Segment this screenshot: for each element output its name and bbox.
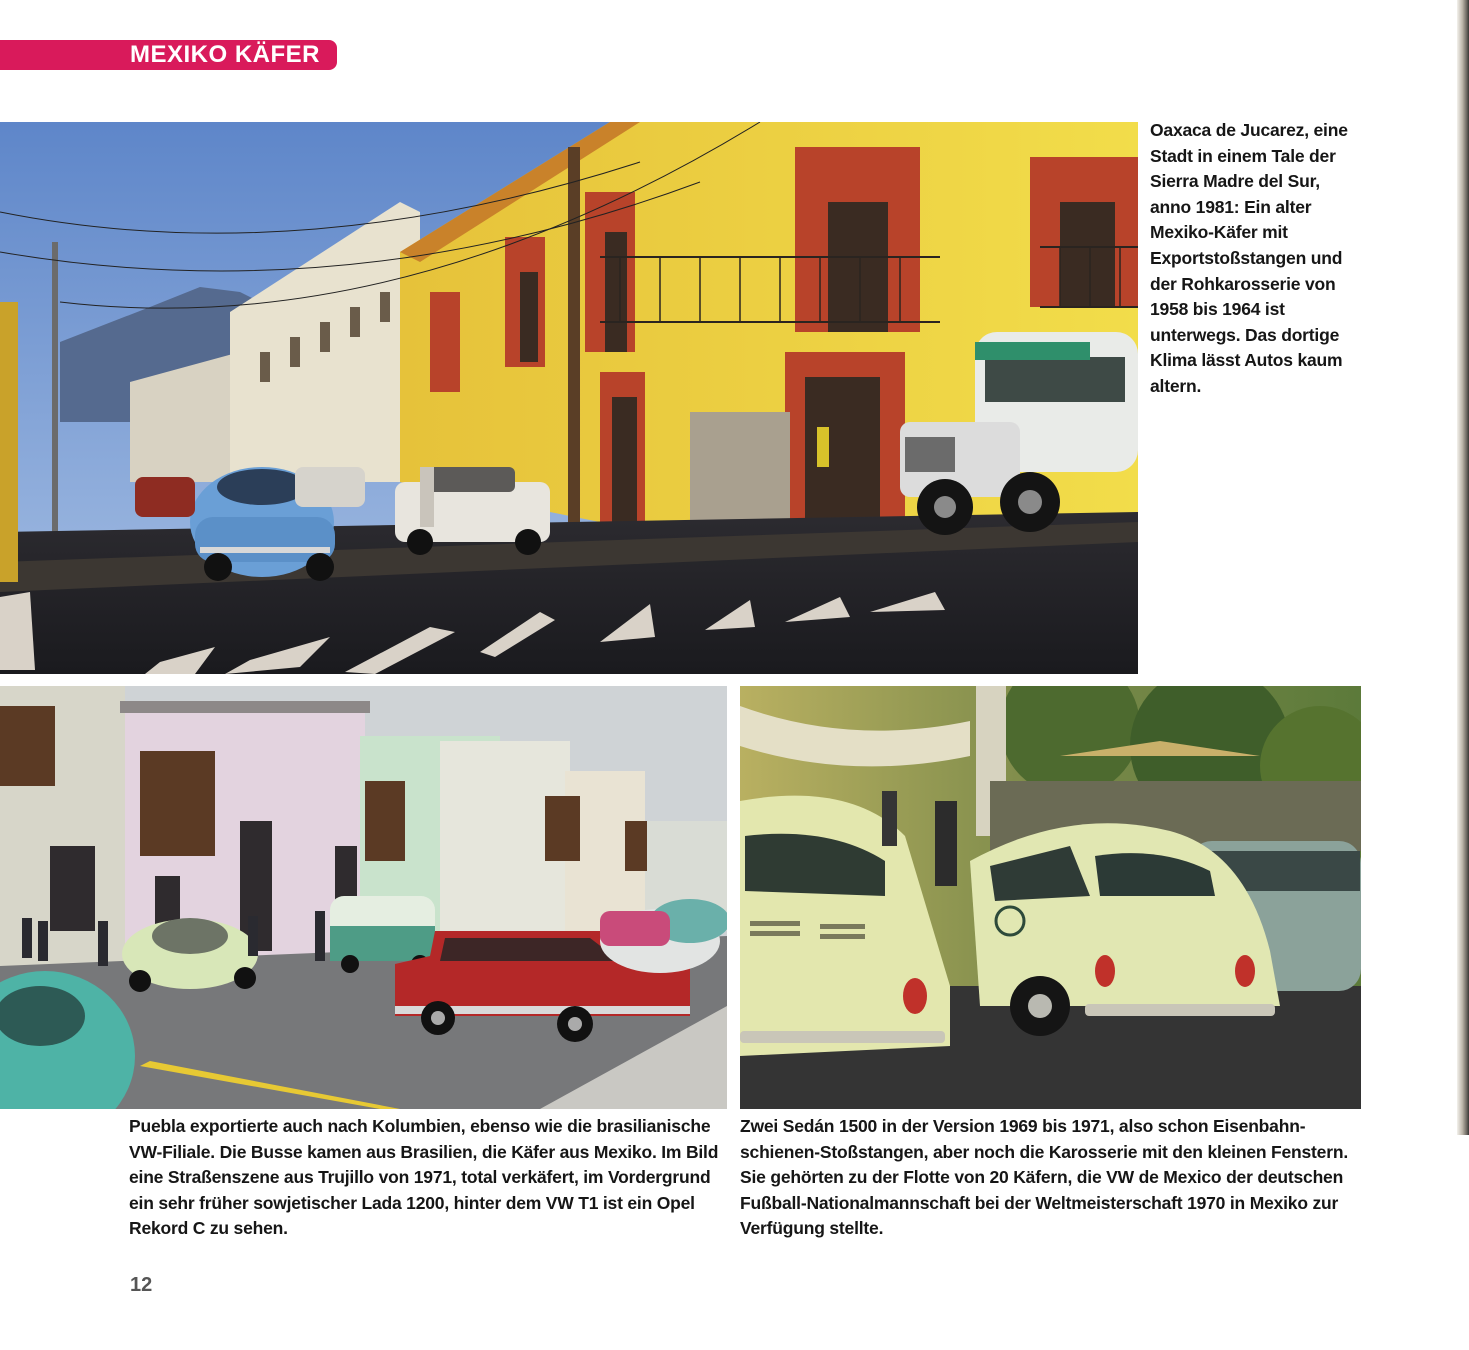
trujillo-street-photo xyxy=(0,686,727,1109)
caption-puebla: Puebla exportierte auch nach Kolumbien, ebenso wie die brasilianische VW-Filiale. Die Busse kamen aus Brasilien, die Käfer aus Mexiko. Im Bild eine Straßenszene aus Trujillo von 1971, total verkäfert, im Vordergrund ein sehr früher sowjetischer Lada 1200, hinter dem VW T1 ist ein Opel Rekord C zu sehen. xyxy=(129,1116,719,1239)
oaxaca-street-photo xyxy=(0,122,1138,674)
section-title: MEXIKO KÄFER xyxy=(130,41,321,68)
two-beetles-photo xyxy=(740,686,1361,1109)
section-header-banner xyxy=(0,40,337,70)
caption-sedan: Zwei Sedán 1500 in der Version 1969 bis 1971, also schon Eisenbahnschienen-Stoßstangen, aber noch die Karosserie mit den kleinen Fenstern. Sie gehörten zu der Flotte von 20 Käfern, die VW de Mexico der deutschen Fußball-Nationalmannschaft bei der Weltmeisterschaft 1970 in Mexiko zur Verfügung stellte. xyxy=(740,1116,1348,1239)
adjacent-page-edge xyxy=(1457,0,1469,1135)
page-number: 12 xyxy=(130,1274,153,1296)
caption-oaxaca: Oaxaca de Jucarez, eine Stadt in einem Tale der Sierra Madre del Sur, anno 1981: Ein alter Mexiko-Käfer mit Exportstoßstangen und der Rohkarosserie von 1958 bis 1964 ist unterwegs. Das dortige Klima lässt Autos kaum altern. xyxy=(1150,120,1348,396)
